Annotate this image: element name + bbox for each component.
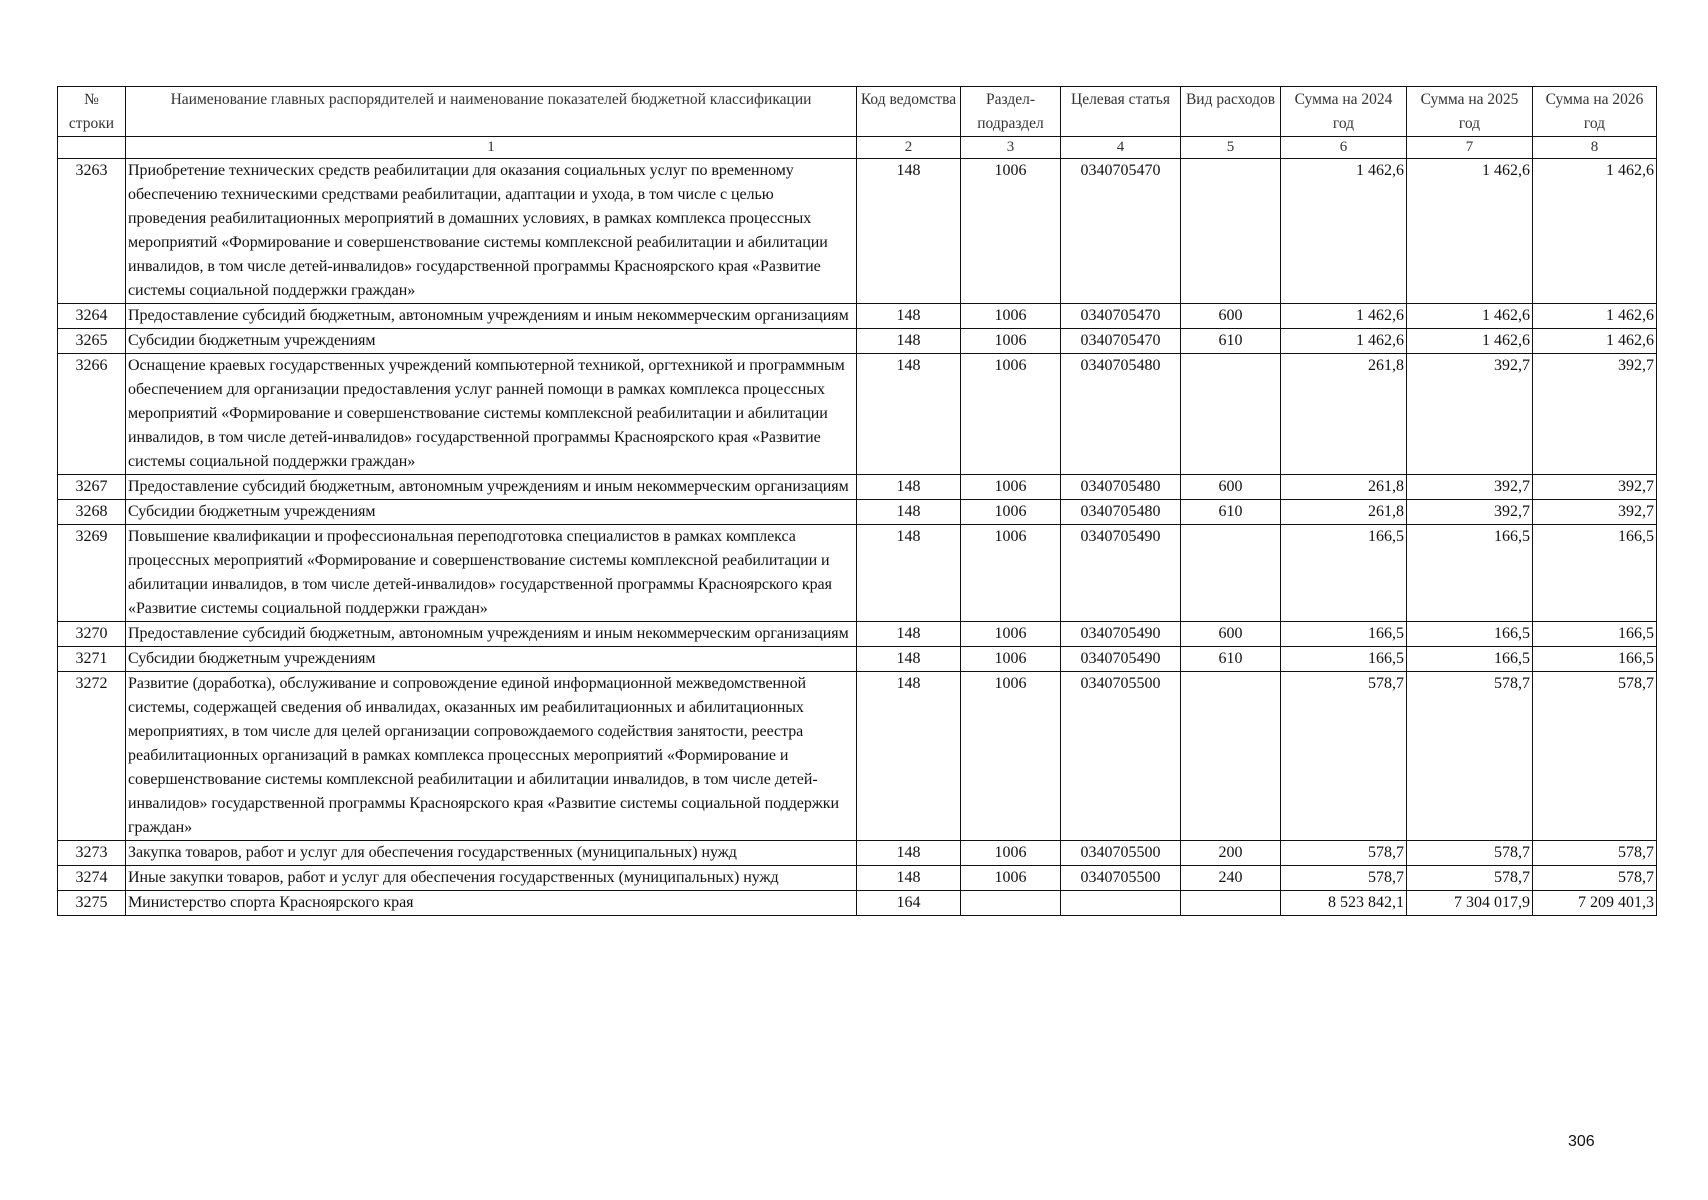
table-body	[58, 159, 1657, 916]
row-name: Предоставление субсидий бюджетным, автономным учреждениям и иным некоммерческим организациям	[126, 304, 857, 329]
table-row	[58, 866, 1657, 891]
row-sum-2026: 392,7	[1533, 354, 1657, 475]
row-number: 3275	[58, 891, 126, 916]
row-number: 3274	[58, 866, 126, 891]
column-number: 8	[1533, 137, 1657, 159]
row-number: 3271	[58, 647, 126, 672]
row-target: 0340705480	[1061, 475, 1181, 500]
row-sum-2025: 578,7	[1407, 672, 1533, 841]
page-number: 306	[1568, 1133, 1595, 1150]
header-sum-2026: Сумма на 2026 год	[1533, 87, 1657, 137]
table-row	[58, 159, 1657, 304]
column-number-empty	[58, 137, 126, 159]
row-sum-2026: 1 462,6	[1533, 329, 1657, 354]
row-name: Предоставление субсидий бюджетным, автономным учреждениям и иным некоммерческим организациям	[126, 475, 857, 500]
row-sum-2025: 392,7	[1407, 500, 1533, 525]
row-exp-type	[1181, 672, 1281, 841]
row-exp-type: 600	[1181, 622, 1281, 647]
row-section: 1006	[961, 500, 1061, 525]
row-sum-2024: 578,7	[1281, 672, 1407, 841]
header-target: Целевая статья	[1061, 87, 1181, 137]
row-dept-code: 148	[857, 329, 961, 354]
row-target: 0340705490	[1061, 622, 1181, 647]
row-number: 3273	[58, 841, 126, 866]
row-number: 3263	[58, 159, 126, 304]
row-target: 0340705490	[1061, 647, 1181, 672]
header-row-num: № строки	[58, 87, 126, 137]
table-row	[58, 672, 1657, 841]
header-dept-code: Код ведомства	[857, 87, 961, 137]
row-number: 3268	[58, 500, 126, 525]
row-number: 3270	[58, 622, 126, 647]
row-exp-type	[1181, 354, 1281, 475]
column-number: 6	[1281, 137, 1407, 159]
header-section: Раздел-подраздел	[961, 87, 1061, 137]
row-section: 1006	[961, 622, 1061, 647]
row-target: 0340705500	[1061, 866, 1181, 891]
column-number: 7	[1407, 137, 1533, 159]
row-sum-2026: 392,7	[1533, 475, 1657, 500]
row-section: 1006	[961, 866, 1061, 891]
row-sum-2025: 1 462,6	[1407, 159, 1533, 304]
row-name: Субсидии бюджетным учреждениям	[126, 647, 857, 672]
row-sum-2024: 166,5	[1281, 525, 1407, 622]
table-row	[58, 500, 1657, 525]
row-target: 0340705480	[1061, 354, 1181, 475]
budget-table	[57, 86, 1657, 916]
row-sum-2026: 7 209 401,3	[1533, 891, 1657, 916]
row-section: 1006	[961, 475, 1061, 500]
row-exp-type: 600	[1181, 304, 1281, 329]
table-row	[58, 354, 1657, 475]
row-section: 1006	[961, 354, 1061, 475]
row-exp-type: 610	[1181, 500, 1281, 525]
column-number: 2	[857, 137, 961, 159]
row-sum-2024: 1 462,6	[1281, 304, 1407, 329]
row-dept-code: 148	[857, 525, 961, 622]
row-exp-type	[1181, 159, 1281, 304]
header-name: Наименование главных распорядителей и наименование показателей бюджетной классификации	[126, 87, 857, 137]
row-sum-2026: 392,7	[1533, 500, 1657, 525]
row-sum-2026: 578,7	[1533, 672, 1657, 841]
row-section: 1006	[961, 647, 1061, 672]
row-number: 3267	[58, 475, 126, 500]
row-name: Субсидии бюджетным учреждениям	[126, 500, 857, 525]
row-dept-code: 164	[857, 891, 961, 916]
row-sum-2024: 578,7	[1281, 841, 1407, 866]
row-target: 0340705470	[1061, 159, 1181, 304]
row-target: 0340705470	[1061, 304, 1181, 329]
row-section: 1006	[961, 525, 1061, 622]
row-name: Оснащение краевых государственных учреждений компьютерной техникой, оргтехникой и программным обеспечением для организации предоставления услуг ранней помощи в рамках комплекса процессных мероприятий «Формирование и совершенствование системы комплексной реабилитации и абилитации инвалидов, в том числе детей-инвалидов» государственной программы Красноярского края «Развитие системы социальной поддержки граждан»	[126, 354, 857, 475]
row-dept-code: 148	[857, 841, 961, 866]
row-sum-2026: 166,5	[1533, 647, 1657, 672]
row-sum-2026: 1 462,6	[1533, 304, 1657, 329]
row-name: Закупка товаров, работ и услуг для обеспечения государственных (муниципальных) нужд	[126, 841, 857, 866]
row-exp-type: 610	[1181, 647, 1281, 672]
row-target: 0340705500	[1061, 672, 1181, 841]
row-number: 3265	[58, 329, 126, 354]
row-section: 1006	[961, 329, 1061, 354]
row-sum-2025: 166,5	[1407, 525, 1533, 622]
column-number: 5	[1181, 137, 1281, 159]
row-sum-2025: 1 462,6	[1407, 329, 1533, 354]
row-dept-code: 148	[857, 304, 961, 329]
row-number: 3266	[58, 354, 126, 475]
row-sum-2024: 1 462,6	[1281, 159, 1407, 304]
row-sum-2024: 261,8	[1281, 500, 1407, 525]
table-row	[58, 329, 1657, 354]
row-section: 1006	[961, 841, 1061, 866]
row-exp-type	[1181, 525, 1281, 622]
column-number: 4	[1061, 137, 1181, 159]
row-number: 3272	[58, 672, 126, 841]
row-sum-2025: 578,7	[1407, 841, 1533, 866]
row-exp-type: 200	[1181, 841, 1281, 866]
row-sum-2024: 261,8	[1281, 354, 1407, 475]
row-sum-2026: 166,5	[1533, 525, 1657, 622]
row-number: 3264	[58, 304, 126, 329]
row-dept-code: 148	[857, 500, 961, 525]
header-sum-2024: Сумма на 2024 год	[1281, 87, 1407, 137]
row-number: 3269	[58, 525, 126, 622]
row-exp-type	[1181, 891, 1281, 916]
row-sum-2025: 7 304 017,9	[1407, 891, 1533, 916]
table-row	[58, 475, 1657, 500]
header-row	[58, 87, 1657, 137]
table-header	[58, 87, 1657, 159]
row-sum-2026: 578,7	[1533, 841, 1657, 866]
row-section	[961, 891, 1061, 916]
row-dept-code: 148	[857, 622, 961, 647]
row-target: 0340705500	[1061, 841, 1181, 866]
column-number-row	[58, 137, 1657, 159]
row-sum-2024: 578,7	[1281, 866, 1407, 891]
row-name: Предоставление субсидий бюджетным, автономным учреждениям и иным некоммерческим организациям	[126, 622, 857, 647]
row-section: 1006	[961, 159, 1061, 304]
row-exp-type: 240	[1181, 866, 1281, 891]
row-sum-2024: 166,5	[1281, 647, 1407, 672]
row-sum-2024: 8 523 842,1	[1281, 891, 1407, 916]
table-row	[58, 841, 1657, 866]
row-sum-2025: 1 462,6	[1407, 304, 1533, 329]
table-row	[58, 304, 1657, 329]
table-row	[58, 891, 1657, 916]
row-exp-type: 600	[1181, 475, 1281, 500]
row-sum-2025: 578,7	[1407, 866, 1533, 891]
row-sum-2025: 166,5	[1407, 647, 1533, 672]
row-sum-2024: 1 462,6	[1281, 329, 1407, 354]
row-name: Субсидии бюджетным учреждениям	[126, 329, 857, 354]
column-number: 1	[126, 137, 857, 159]
row-sum-2026: 578,7	[1533, 866, 1657, 891]
row-section: 1006	[961, 672, 1061, 841]
row-dept-code: 148	[857, 866, 961, 891]
row-target: 0340705490	[1061, 525, 1181, 622]
row-dept-code: 148	[857, 475, 961, 500]
row-section: 1006	[961, 304, 1061, 329]
row-name: Иные закупки товаров, работ и услуг для обеспечения государственных (муниципальных) нужд	[126, 866, 857, 891]
row-dept-code: 148	[857, 354, 961, 475]
row-dept-code: 148	[857, 672, 961, 841]
row-name: Приобретение технических средств реабилитации для оказания социальных услуг по временному обеспечению техническими средствами реабилитации, адаптации и ухода, в том числе с целью проведения реабилитационных мероприятий в домашних условиях, в рамках комплекса процессных мероприятий «Формирование и совершенствование системы комплексной реабилитации и абилитации инвалидов, в том числе детей-инвалидов» государственной программы Красноярского края «Развитие системы социальной поддержки граждан»	[126, 159, 857, 304]
table-row	[58, 525, 1657, 622]
row-sum-2024: 261,8	[1281, 475, 1407, 500]
row-sum-2026: 166,5	[1533, 622, 1657, 647]
row-sum-2024: 166,5	[1281, 622, 1407, 647]
row-target: 0340705470	[1061, 329, 1181, 354]
row-target	[1061, 891, 1181, 916]
row-sum-2026: 1 462,6	[1533, 159, 1657, 304]
row-sum-2025: 166,5	[1407, 622, 1533, 647]
row-sum-2025: 392,7	[1407, 475, 1533, 500]
header-exp-type: Вид расходов	[1181, 87, 1281, 137]
row-dept-code: 148	[857, 159, 961, 304]
table-row	[58, 647, 1657, 672]
row-sum-2025: 392,7	[1407, 354, 1533, 475]
table-row	[58, 622, 1657, 647]
column-number: 3	[961, 137, 1061, 159]
row-exp-type: 610	[1181, 329, 1281, 354]
row-target: 0340705480	[1061, 500, 1181, 525]
row-name: Развитие (доработка), обслуживание и сопровождение единой информационной межведомственной системы, содержащей сведения об инвалидах, оказанных им реабилитационных и абилитационных мероприятиях, в том числе для целей организации сопровождаемого содействия занятости, реестра реабилитационных организаций в рамках комплекса процессных мероприятий «Формирование и совершенствование системы комплексной реабилитации и абилитации инвалидов, в том числе детей-инвалидов» государственной программы Красноярского края «Развитие системы социальной поддержки граждан»	[126, 672, 857, 841]
row-name: Министерство спорта Красноярского края	[126, 891, 857, 916]
row-name: Повышение квалификации и профессиональная переподготовка специалистов в рамках комплекса процессных мероприятий «Формирование и совершенствование системы комплексной реабилитации и абилитации инвалидов, в том числе детей-инвалидов» государственной программы Красноярского края «Развитие системы социальной поддержки граждан»	[126, 525, 857, 622]
header-sum-2025: Сумма на 2025 год	[1407, 87, 1533, 137]
row-dept-code: 148	[857, 647, 961, 672]
